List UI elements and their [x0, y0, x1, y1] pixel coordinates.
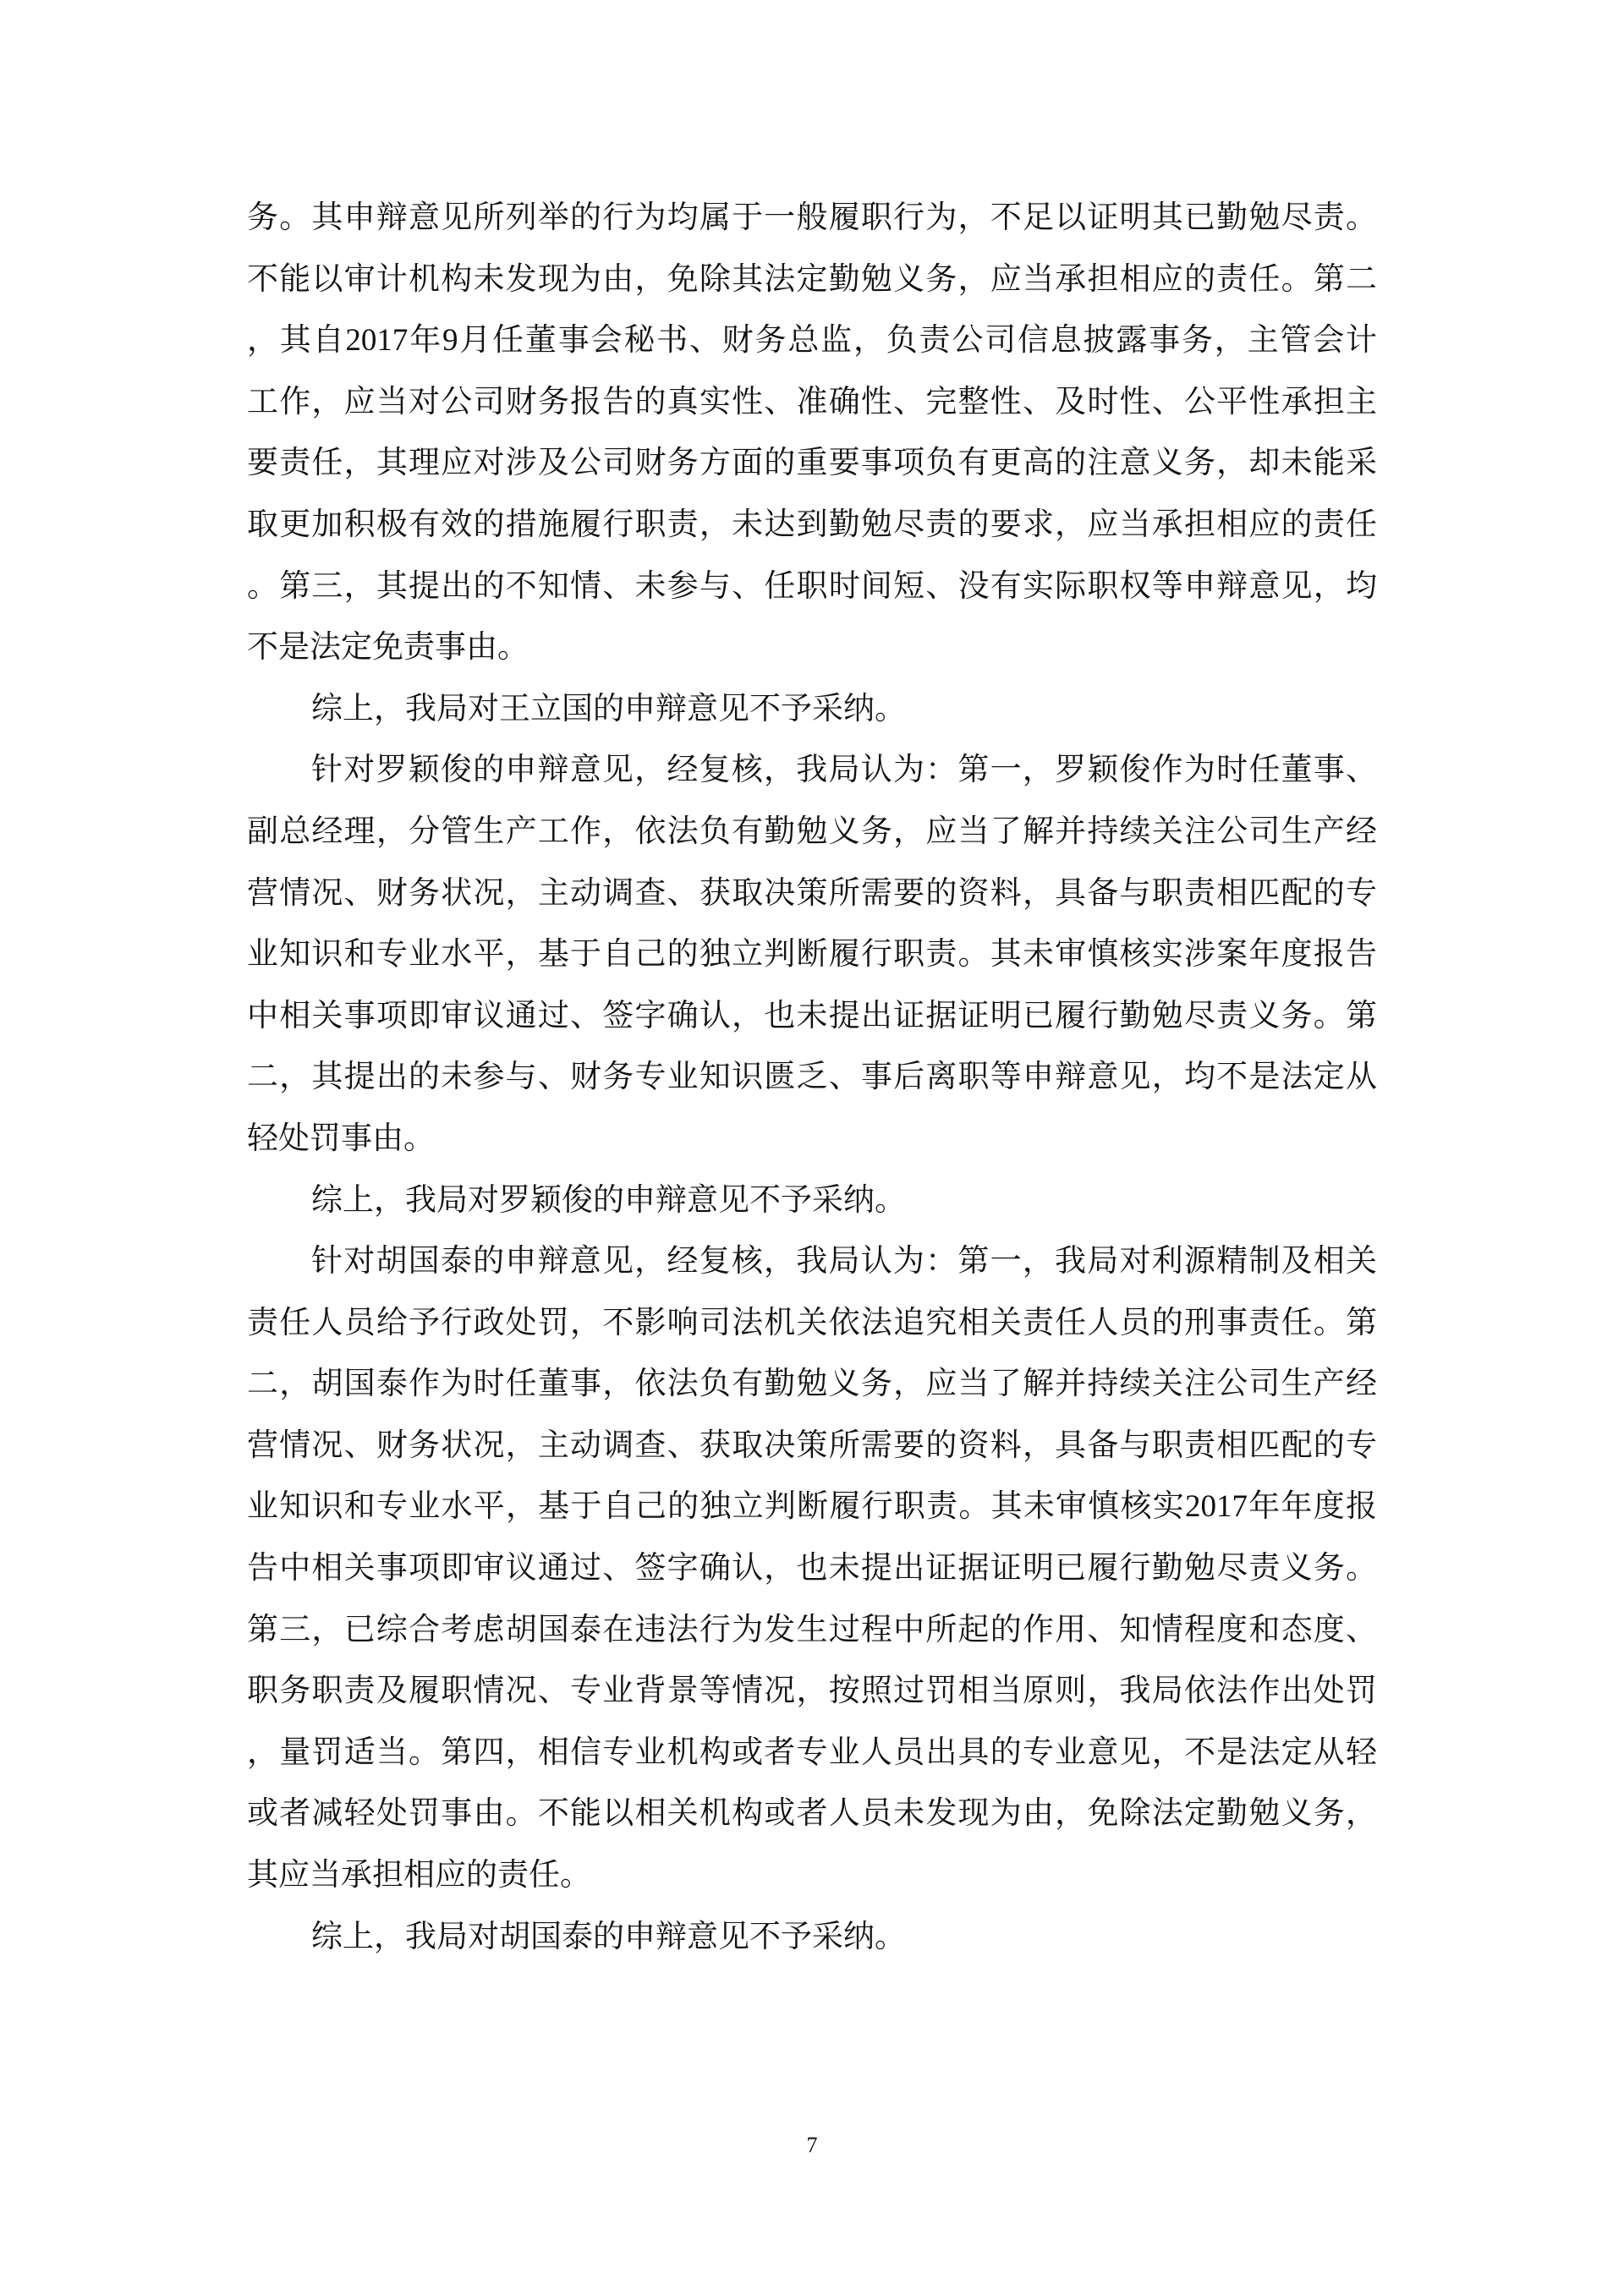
text-line: 轻处罚事由。 — [247, 1121, 435, 1156]
text-line: 要责任，其理应对涉及公司财务方面的重要事项负有更高的注意义务，却未能采 — [247, 446, 1377, 481]
text-line: 业知识和专业水平，基于自己的独立判断履行职责。其未审慎核实涉案年度报告 — [247, 937, 1377, 973]
text-line: 针对胡国泰的申辩意见，经复核，我局认为：第一，我局对利源精制及相关 — [311, 1244, 1377, 1280]
paragraph-conclusion-wang — [247, 679, 1377, 741]
text-line: 其应当承担相应的责任。 — [247, 1858, 591, 1893]
text-line: 务。其申辩意见所列举的行为均属于一般履职行为，不足以证明其已勤勉尽责。 — [247, 200, 1377, 235]
text-line: ，其自2017年9月任董事会秘书、财务总监，负责公司信息披露事务，主管会计 — [247, 323, 1377, 359]
text-line: 告中相关事项即审议通过、签字确认，也未提出证据证明已履行勤勉尽责义务。 — [247, 1551, 1377, 1586]
paragraph-conclusion-luo — [247, 1170, 1377, 1232]
text-line: 责任人员给予行政处罚，不影响司法机关依法追究相关责任人员的刑事责任。第 — [247, 1305, 1377, 1340]
text-line: 针对罗颖俊的申辩意见，经复核，我局认为：第一，罗颖俊作为时任董事、 — [311, 753, 1377, 788]
text-line: 不是法定免责事由。 — [247, 630, 529, 666]
text-line: 中相关事项即审议通过、签字确认，也未提出证据证明已履行勤勉尽责义务。第 — [247, 998, 1377, 1033]
text-line: 业知识和专业水平，基于自己的独立判断履行职责。其未审慎核实2017年年度报 — [247, 1489, 1377, 1525]
text-line: 二，胡国泰作为时任董事，依法负有勤勉义务，应当了解并持续关注公司生产经 — [247, 1367, 1377, 1402]
text-line: 营情况、财务状况，主动调查、获取决策所需要的资料，具备与职责相匹配的专 — [247, 1427, 1377, 1463]
paragraph-conclusion-hu — [247, 1907, 1377, 1969]
document-page — [247, 188, 1377, 1968]
paragraph-luo-rebuttal — [247, 740, 1377, 1170]
text-line: 二，其提出的未参与、财务专业知识匮乏、事后离职等申辩意见，均不是法定从 — [247, 1060, 1377, 1095]
paragraph-hu-rebuttal — [247, 1231, 1377, 1907]
page-number: 7 — [806, 2133, 818, 2157]
text-line: 综上，我局对罗颖俊的申辩意见不予采纳。 — [311, 1182, 906, 1218]
text-line: 不能以审计机构未发现为由，免除其法定勤勉义务，应当承担相应的责任。第二 — [247, 261, 1377, 297]
text-line: ，量罚适当。第四，相信专业机构或者专业人员出具的专业意见，不是法定从轻 — [247, 1734, 1377, 1770]
text-line: 副总经理，分管生产工作，依法负有勤勉义务，应当了解并持续关注公司生产经 — [247, 814, 1377, 849]
text-line: 第三，已综合考虑胡国泰在违法行为发生过程中所起的作用、知情程度和态度、 — [247, 1612, 1377, 1647]
text-line: 综上，我局对胡国泰的申辩意见不予采纳。 — [311, 1919, 906, 1954]
text-line: 综上，我局对王立国的申辩意见不予采纳。 — [311, 691, 906, 726]
text-line: 营情况、财务状况，主动调查、获取决策所需要的资料，具备与职责相匹配的专 — [247, 875, 1377, 911]
text-line: 或者减轻处罚事由。不能以相关机构或者人员未发现为由，免除法定勤勉义务， — [247, 1796, 1377, 1832]
text-line: 。第三，其提出的不知情、未参与、任职时间短、没有实际职权等申辩意见，均 — [247, 568, 1377, 604]
text-line: 取更加积极有效的措施履行职责，未达到勤勉尽责的要求，应当承担相应的责任 — [247, 507, 1377, 542]
paragraph-wang-rebuttal-continuation — [247, 188, 1377, 679]
text-line: 工作，应当对公司财务报告的真实性、准确性、完整性、及时性、公平性承担主 — [247, 384, 1377, 419]
text-line: 职务职责及履职情况、专业背景等情况，按照过罚相当原则，我局依法作出处罚 — [247, 1674, 1377, 1709]
